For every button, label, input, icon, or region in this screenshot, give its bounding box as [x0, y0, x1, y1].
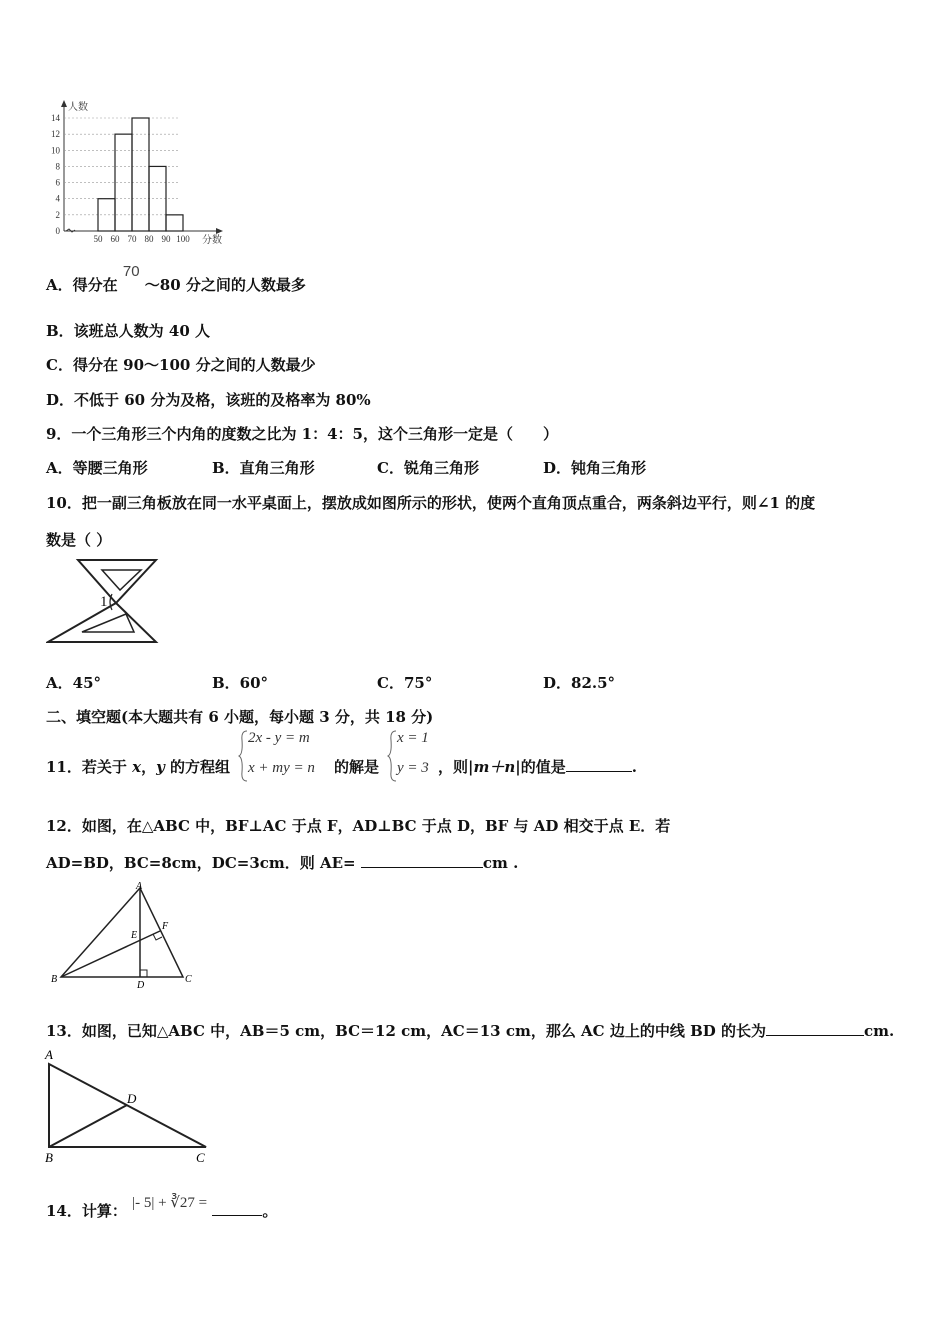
q10-option-a: A．45° — [46, 674, 102, 692]
right-angle-f — [153, 934, 162, 940]
q13-stem — [46, 1020, 894, 1041]
q11-equation-1: 2x - y = m — [248, 730, 310, 746]
q9-option-c: C．锐角三角形 — [377, 459, 479, 477]
q14-stem — [46, 1195, 278, 1221]
q11-tail — [438, 756, 637, 777]
q8-option-a-number: 70 — [122, 263, 140, 280]
lower-set-square-inner — [82, 614, 134, 632]
q13-stem-suffix: cm. — [863, 1022, 895, 1040]
label-c: C — [196, 1150, 205, 1165]
triangle-abc — [61, 888, 183, 977]
label-f: F — [162, 921, 169, 932]
q9-stem: 9．一个三角形三个内角的度数之比为 1：4：5，这个三角形一定是（ ） — [46, 425, 558, 443]
q9-option-d: D．钝角三角形 — [543, 459, 647, 477]
q8-option-a-suffix: ～80 分之间的人数最多 — [144, 276, 306, 294]
x-tick-label: 60 — [110, 234, 120, 244]
histogram-chart — [46, 98, 246, 248]
q11-mid1: 的方程组 — [164, 758, 231, 776]
q9-option-b: B．直角三角形 — [212, 459, 315, 477]
q11-prefix: 11．若关于 — [46, 758, 133, 776]
upper-set-square — [78, 560, 156, 603]
label-d: D — [127, 1091, 137, 1106]
q11-solution-x: x = 1 — [397, 730, 429, 746]
upper-set-square-inner — [102, 570, 141, 590]
label-b: B — [51, 974, 58, 985]
q11-expression: m＋n — [473, 758, 516, 776]
q11-suffix: |的值是 — [515, 758, 566, 776]
label-a: A — [45, 1047, 53, 1062]
q12-stem2-prefix: AD=BD，BC=8cm，DC=3cm．则 AE= — [46, 854, 356, 872]
q11-answer-blank[interactable] — [566, 757, 632, 772]
y-tick-label: 0 — [55, 226, 60, 236]
y-tick-label: 14 — [51, 113, 60, 123]
label-e: E — [131, 930, 138, 941]
q13-answer-blank[interactable] — [766, 1021, 864, 1036]
q11-equation-2: x + my = n — [248, 760, 315, 776]
q8-option-d: D．不低于 60 分为及格，该班的及格率为 80% — [46, 391, 371, 409]
median-bd — [49, 1105, 127, 1147]
section-2-title: 二、填空题(本大题共有 6 小题，每小题 3 分，共 18 分) — [46, 708, 434, 726]
q14-expression: |- 5| + ∛27 = — [132, 1195, 208, 1211]
q10-option-c: C．75° — [377, 674, 433, 692]
q8-option-c: C．得分在 90～100 分之间的人数最少 — [46, 356, 316, 374]
q11-comma: ， — [141, 758, 157, 776]
q13-stem-prefix: 13．如图，已知△ABC 中，AB＝5 cm，BC＝12 cm，AC＝13 cm，那么 AC 边上的中线 BD 的长为 — [46, 1022, 766, 1040]
q12-answer-blank[interactable] — [361, 853, 483, 868]
q12-stem-line1: 12．如图，在△ABC 中，BF⊥AC 于点 F，AD⊥BC 于点 D，BF 与 AD 相交于点 E．若 — [46, 817, 671, 835]
right-triangle-median-figure — [42, 1046, 220, 1168]
q11-mid2: 的解是 — [334, 758, 380, 776]
y-tick-label: 12 — [51, 129, 60, 140]
x-tick-label: 50 — [93, 234, 103, 244]
set-squares-figure — [46, 558, 164, 648]
x-tick-label: 70 — [127, 234, 137, 244]
q10-stem-line2: 数是（ ） — [46, 531, 112, 549]
label-c: C — [185, 974, 192, 985]
label-a: A — [136, 881, 143, 892]
y-tick-label: 10 — [51, 145, 60, 156]
q11-end: . — [631, 758, 637, 776]
q12-stem-line2 — [46, 852, 518, 873]
y-tick-label: 8 — [55, 161, 60, 172]
y-tick-label: 6 — [55, 177, 60, 188]
q14-suffix: 。 — [262, 1202, 278, 1220]
q10-option-b: B．60° — [212, 674, 269, 692]
label-d: D — [137, 980, 145, 991]
label-b: B — [45, 1150, 53, 1165]
q8-option-a-prefix: A．得分在 — [46, 276, 118, 294]
q14-prefix: 14．计算： — [46, 1202, 127, 1220]
y-tick-label: 2 — [55, 209, 60, 220]
q10-option-d: D．82.5° — [543, 674, 616, 692]
y-tick-label: 4 — [55, 193, 60, 204]
q11-var-x: x — [132, 758, 142, 776]
histogram-bar-90-100 — [166, 215, 183, 231]
histogram-bar-70-80 — [132, 118, 149, 231]
histogram-ylabel: 人数 — [68, 102, 88, 113]
q8-option-a — [46, 263, 306, 295]
right-angle-d — [140, 970, 147, 977]
q11-system-brace — [238, 730, 248, 782]
q14-answer-blank[interactable] — [212, 1201, 262, 1216]
q8-option-b: B．该班总人数为 40 人 — [46, 322, 210, 340]
q12-stem2-suffix: cm . — [482, 854, 519, 872]
angle-1-label: 1 — [100, 594, 108, 610]
histogram-axes — [61, 100, 223, 234]
q11-solution-brace — [387, 730, 397, 782]
x-tick-label: 90 — [161, 234, 171, 244]
q10-stem-line1: 10．把一副三角板放在同一水平桌面上，摆放成如图所示的形状，使两个直角顶点重合，两条斜边平行，则∠1 的度 — [46, 494, 816, 512]
histogram-xlabel: 分数 — [202, 235, 222, 246]
triangle-abc-altitudes-figure — [48, 880, 198, 992]
q11-mid3: ，则| — [438, 758, 474, 776]
q11-solution-y: y = 3 — [397, 760, 429, 776]
x-tick-label: 100 — [176, 234, 190, 244]
x-tick-label: 80 — [144, 234, 154, 244]
q11-var-y: y — [156, 758, 165, 776]
q9-option-a: A．等腰三角形 — [46, 459, 148, 477]
